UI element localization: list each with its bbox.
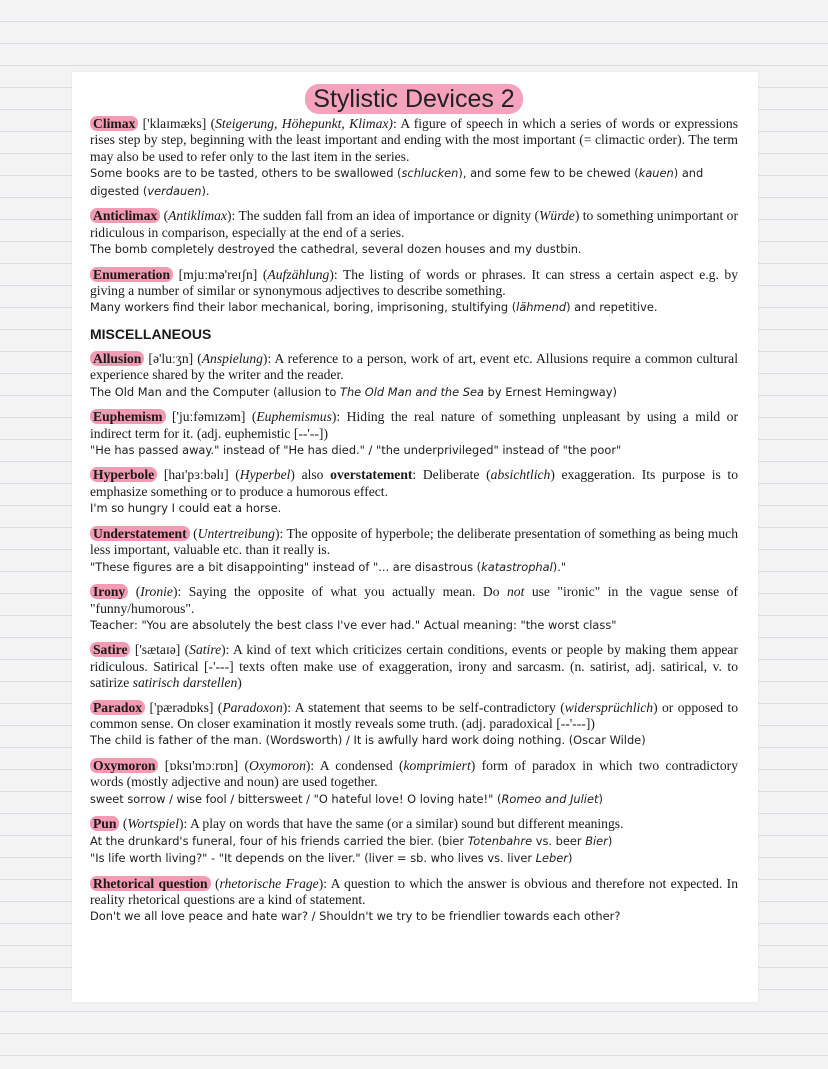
entry-definition bbox=[90, 642, 738, 691]
entry-example: At the drunkard's funeral, four of his friends carried the bier. (bier Totenbahre vs. beer Bier) "Is life worth living?" - "It depends on the liver." (liver = sb. who lives vs. liver Leber) bbox=[90, 833, 613, 866]
entry-term: Enumeration bbox=[90, 267, 173, 282]
entry-definition bbox=[90, 758, 738, 791]
entry-definition bbox=[90, 267, 738, 300]
entry-example: I'm so hungry I could eat a horse. bbox=[90, 501, 282, 516]
entry-example: The child is father of the man. (Wordsworth) / It is awfully hard work doing nothing. (Oscar Wilde) bbox=[90, 733, 646, 748]
glossary-entry bbox=[90, 409, 738, 459]
entry-definition-text: (Untertreibung): The opposite of hyperbole; the deliberate presentation of something as being much less important, valuable etc. than it really is. bbox=[90, 525, 738, 558]
entries-group-1 bbox=[90, 116, 738, 317]
entry-example: Don't we all love peace and hate war? / Shouldn't we try to be friendlier towards each other? bbox=[90, 909, 621, 924]
entry-definition bbox=[90, 116, 738, 165]
entry-definition bbox=[90, 351, 738, 384]
entry-definition-text: [haɪ'pɜːbəlɪ] (Hyperbel) also overstatement: Deliberate (absichtlich) exaggeration. Its purpose is to emphasize something or to produce a humorous effect. bbox=[90, 467, 738, 499]
entry-definition-text: (rhetorische Frage): A question to which the answer is obvious and therefore not expected. In reality rhetorical questions are a kind of statement. bbox=[90, 875, 738, 908]
glossary-entry bbox=[90, 584, 738, 634]
entry-definition bbox=[90, 700, 738, 733]
entry-definition-text: ['sætaɪə] (Satire): A kind of text which criticizes certain conditions, events or people by making them appear ridiculous. Satirical [-'---] texts often make use of exaggeration, irony and sarcasm. (n. satirist, adj. satirical, v. to satirize satirisch darstellen) bbox=[90, 642, 738, 691]
entry-term: Pun bbox=[90, 816, 119, 831]
entry-term: Understatement bbox=[90, 526, 190, 541]
entry-example: Some books are to be tasted, others to be swallowed (schlucken), and some few to be chewed (kauen) and digested (verdauen). bbox=[90, 166, 704, 198]
entry-definition bbox=[90, 584, 738, 617]
entry-definition bbox=[90, 876, 738, 909]
page-title: Stylistic Devices 2 bbox=[305, 84, 522, 114]
entry-example: "He has passed away." instead of "He has died." / "the underprivileged" instead of "the poor" bbox=[90, 442, 622, 457]
entry-term: Oxymoron bbox=[90, 758, 158, 773]
entry-definition bbox=[90, 816, 738, 832]
document-page bbox=[72, 72, 758, 1002]
entry-example: Many workers find their labor mechanical, boring, imprisoning, stultifying (lähmend) and repetitive. bbox=[90, 300, 658, 315]
entry-term: Satire bbox=[90, 642, 130, 657]
entry-example: sweet sorrow / wise fool / bittersweet / "O hateful love! O loving hate!" (Romeo and Juliet) bbox=[90, 791, 603, 806]
entry-term: Euphemism bbox=[90, 409, 166, 424]
entry-definition bbox=[90, 208, 738, 241]
entries-group-2 bbox=[90, 351, 738, 926]
entry-definition-text: [ɒksɪ'mɔːrɒn] (Oxymoron): A condensed (komprimiert) form of paradox in which two contradictory words (mostly adjective and noun) are used together. bbox=[90, 757, 739, 790]
entry-definition bbox=[90, 409, 738, 442]
entry-example: "These figures are a bit disappointing" instead of "... are disastrous (katastrophal)." bbox=[90, 559, 567, 574]
entry-definition bbox=[90, 526, 738, 559]
glossary-entry bbox=[90, 642, 738, 691]
glossary-entry bbox=[90, 208, 738, 258]
title-row bbox=[90, 84, 738, 114]
entry-example: The Old Man and the Computer (allusion to The Old Man and the Sea by Ernest Hemingway) bbox=[90, 384, 617, 399]
glossary-entry bbox=[90, 758, 738, 808]
glossary-entry bbox=[90, 467, 738, 517]
entry-example: Teacher: "You are absolutely the best class I've ever had." Actual meaning: "the worst class" bbox=[90, 617, 617, 632]
entry-example: The bomb completely destroyed the cathedral, several dozen houses and my dustbin. bbox=[90, 242, 582, 257]
entry-definition-text: (Antiklimax): The sudden fall from an idea of importance or dignity (Würde) to something unimportant or ridiculous in comparison, especially at the end of a series. bbox=[90, 208, 738, 240]
entry-term: Rhetorical question bbox=[90, 876, 211, 891]
entry-definition-text: [mjuːmə'reɪʃn] (Aufzählung): The listing of words or phrases. It can stress a certain aspect e.g. by giving a number of similar or synonymous adjectives to describe something. bbox=[90, 266, 739, 298]
glossary-entry bbox=[90, 267, 738, 317]
entry-definition bbox=[90, 467, 738, 500]
glossary-entry bbox=[90, 526, 738, 576]
glossary-entry bbox=[90, 116, 738, 200]
glossary-entry bbox=[90, 700, 738, 750]
glossary-entry bbox=[90, 876, 738, 926]
entry-definition-text: (Ironie): Saying the opposite of what you actually mean. Do not use "ironic" in the vague sense of "funny/humorous". bbox=[90, 584, 738, 616]
entry-definition-text: ['juːfəmɪzəm] (Euphemismus): Hiding the real nature of something unpleasant by using a mild or indirect term for it. (adj. euphemistic [--'--]) bbox=[90, 409, 738, 441]
glossary-entry bbox=[90, 816, 738, 867]
entry-term: Climax bbox=[90, 116, 138, 131]
entry-term: Anticlimax bbox=[90, 208, 160, 223]
section-heading: MISCELLANEOUS bbox=[90, 325, 212, 342]
entry-term: Paradox bbox=[90, 700, 145, 715]
entry-definition-text: ['klaɪmæks] (Steigerung, Höhepunkt, Klimax): A figure of speech in which a series of words or expressions rises step by step, beginning with the least important and ending with the most important (= climactic order). The term may also be used to refer only to the last item in the series. bbox=[90, 116, 738, 164]
entry-definition-text: [ə'luːʒn] (Anspielung): A reference to a person, work of art, event etc. Allusions require a common cultural experience shared by the writer and the reader. bbox=[90, 350, 738, 383]
document-content bbox=[90, 84, 738, 934]
entry-definition-text: (Wortspiel): A play on words that have the same (or a similar) sound but different meanings. bbox=[119, 816, 624, 832]
entry-definition-text: ['pærədɒks] (Paradoxon): A statement that seems to be self-contradictory (widersprüchlich) or opposed to common sense. On closer examination it mostly reveals some truth. (adj. paradoxical [--'---]) bbox=[90, 699, 738, 732]
entry-term: Irony bbox=[90, 584, 128, 599]
glossary-entry bbox=[90, 351, 738, 401]
entry-term: Allusion bbox=[90, 351, 144, 366]
entry-term: Hyperbole bbox=[90, 467, 157, 482]
